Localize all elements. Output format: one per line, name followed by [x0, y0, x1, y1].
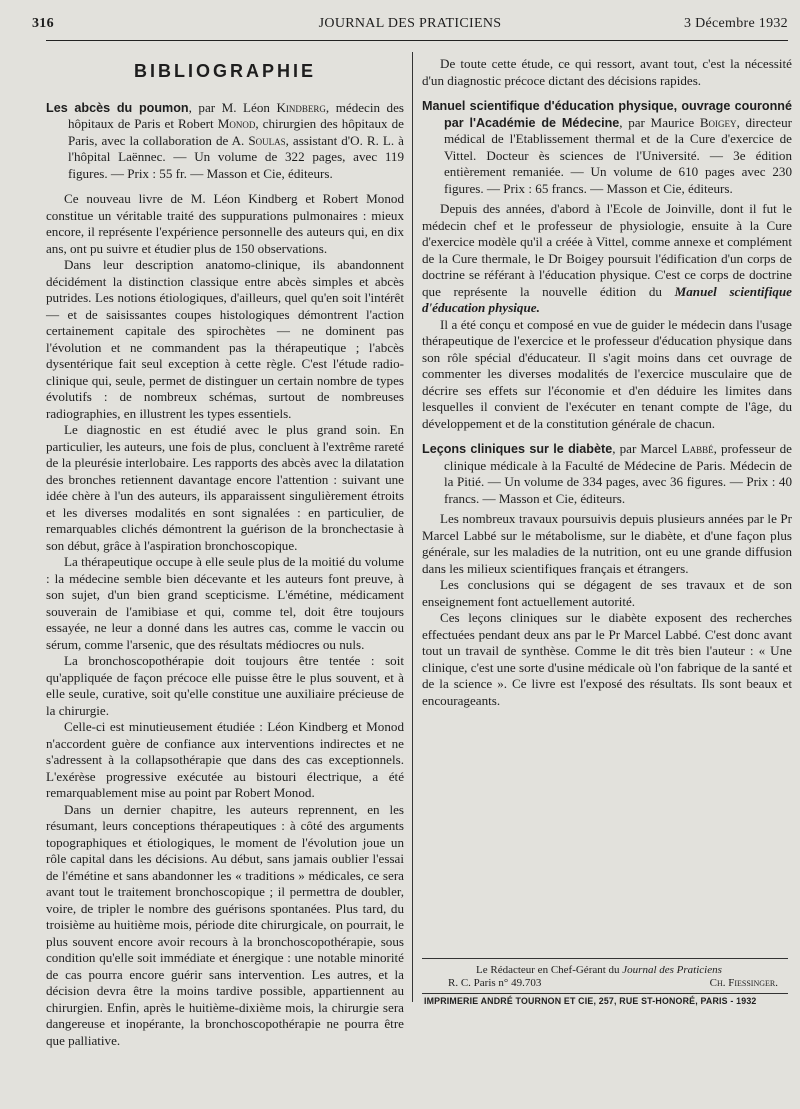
section-title: BIBLIOGRAPHIE — [133, 61, 316, 81]
registration-line — [448, 977, 778, 990]
footer-divider-bottom — [422, 993, 788, 994]
book-title-italic: Manuel scientifique d'éducation physique. — [422, 283, 792, 315]
review-paragraph: Le diagnostic en est étudié avec le plus grand soin. En particulier, les auteurs, une fois de plus, concluent à l'extrême rareté de la pleurésie interlobaire. Les rapports des abcès avec la dilatation des bronches retiennent davantage encore l'attention : suivant une idée chère à l'un des auteurs, ils apparaissent singulièrement étroits et les diverses modalités en sont signalées : en particulier, de remarquables clichés démontrent la guérison de la bronchectasie à son début, grâce à l'aspiration bronchoscopique. — [46, 422, 404, 553]
review-paragraph: La bronchoscopothérapie doit toujours être tentée : soit qu'appliquée de façon précoce elle puisse être le plus souvent, et à elle seule, curative, soit qu'elle constitue une auxiliaire précieuse de la chirurgie. — [46, 653, 404, 718]
review-paragraph: De toute cette étude, ce qui ressort, avant tout, c'est la nécessité d'un diagnostic précoce dictant des décisions rapides. — [422, 56, 792, 88]
review-title: Manuel scientifique d'éducation physique, ouvrage couronné par l'Académie de Médecine — [422, 99, 792, 130]
editor-line: Le Rédacteur en Chef-Gérant du Journal des Praticiens — [476, 964, 722, 976]
page-header — [32, 16, 788, 38]
page-number: 316 — [32, 16, 54, 31]
review-citation-diabete: Leçons cliniques sur le diabète, par Marcel Labbé, professeur de clinique médicale à la Faculté de Médecine de Paris. Médecin de la Pitié. — Un volume de 334 pages, avec 36 figures. — Prix : 40 francs. — Masson et Cie, éditeurs. — [422, 441, 792, 506]
review-paragraph: Il a été conçu et composé en vue de guider le médecin dans l'usage thérapeutique de l'exercice et le professeur d'éducation physique dans son rôle spécial d'éducateur. Il s'agit moins dans cet ouvrage de commenter les diverses modalités de l'exercice musculaire que de décrire ses effets sur l'économie et d'en déduire les limites dans lesquelles il convient de l'exécuter en tenant compte de l'âge, du développement et de la constitution générale de chacun. — [422, 316, 792, 431]
review-citation-manuel: Manuel scientifique d'éducation physique, ouvrage couronné par l'Académie de Médecine, par Maurice Boigey, directeur médical de l'Etablissement thermal et de la Cure d'exercice de Vittel. Docteur ès sciences de l'Université. — 3e édition entièrement remaniée. — Un volume de 610 pages avec 230 figures. — Prix : 65 francs. — Masson et Cie, éditeurs. — [422, 99, 793, 196]
issue-date: 3 Décembre 1932 — [683, 16, 788, 31]
review-paragraph: La thérapeutique occupe à elle seule plus de la moitié du volume : la médecine semble bien décevante et les auteurs font preuve, à son sujet, d'un bien grand scepticisme. L'émétine, médicament souverain de l'amibiase et qui, comme tel, doit être toujours essayée, ne leur a donné dans les autres cas, comme le vaccin ou sérum, comme l'arsenic, que des résultats médiocres ou nuls. — [46, 554, 404, 652]
review-paragraph: Celle-ci est minutieusement étudiée : Léon Kindberg et Monod n'accordent guère de confiance aux interventions indirectes et ne s'adressent à la collapsothérapie que dans des cas exceptionnels. L'exérèse progressive exécutée au bistouri électrique, a été remarquablement mise au point par Robert Monod. — [46, 719, 404, 800]
journal-name: Journal des Praticiens — [622, 964, 722, 976]
review-title: Les abcès du poumon — [46, 100, 189, 115]
review-paragraph: Ce nouveau livre de M. Léon Kindberg et Robert Monod constitue un véritable traité des suppurations pulmonaires : mieux encore, il représente l'expérience personnelle des auteurs qui, en dix ans, ont pu suivre et étudier plus de 150 observations. — [46, 191, 404, 256]
journal-title: JOURNAL DES PRATICIENS — [318, 16, 502, 31]
editor-signature: Ch. Fiessinger. — [709, 977, 778, 989]
review-paragraph: Les conclusions qui se dégagent de ses travaux et de son enseignement font actuellement autorité. — [422, 577, 792, 609]
review-paragraph: Dans un dernier chapitre, les auteurs reprennent, en les résumant, leurs conceptions thérapeutiques : à côté des arguments topographiques et étiologiques, le moment de l'évolution joue un rôle capital dans les décisions. Au début, sans jamais oublier l'essai de l'émétine et sans abandonner les « traditions » médicales, ce sera avant tout le traitement bronchoscopique ; il permettra de doubler, voire, de tripler le nombre des guérisons spontanées. Plus tard, du troisième au huitième mois, période dite chirurgicale, on pourrait, le plus souvent encore avoir recours à la bronchoscopothérapie, sous condition qu'elle soit immédiate et énergique : une notable minorité de cas pourra encore guérir sans intervention. Les autres, et la décision devra être la moins tardive possible, appartiennent au chirurgien. Enfin, après le huitième-dixième mois, la chirurgie sera dangereuse et inopérante, la bronchoscopothérapie ne pourra être que palliative. — [46, 801, 404, 1048]
column-divider — [412, 52, 413, 1002]
printer-imprint: IMPRIMERIE ANDRÉ TOURNON ET CIE, 257, RUE ST-HONORÉ, PARIS - 1932 — [424, 996, 757, 1006]
footer-divider-top — [422, 958, 788, 959]
review-paragraph: Dans leur description anatomo-clinique, ils abandonnent décidément la distinction classique entre abcès simples et abcès putrides. Les notions étiologiques, d'ailleurs, quel qu'en soit l'intérêt — et de saisissantes coupes histologiques démontrent l'action certainement capitale des spirochètes — ne dominent pas l'évolution et ne commandent pas la thérapeutique ; l'abcès dysentérique fait seul exception à cette règle. C'est l'étude radio-clinique qui, seule, permet de distinguer un certain nombre de types évolutifs : de nombreux schémas, surtout de nombreuses radiographies, en illustrent les types essentiels. — [46, 257, 404, 421]
review-paragraph: Les nombreux travaux poursuivis depuis plusieurs années par le Pr Marcel Labbé sur le métabolisme, sur le diabète, et d'une façon plus générale, sur les maladies de la nutrition, ont eu une grande diffusion dans les milieux scientifiques français et étrangers. — [422, 511, 792, 576]
right-column — [422, 56, 792, 709]
review-paragraph: Depuis des années, d'abord à l'Ecole de Joinville, dont il fut le médecin chef et le professeur de physiologie, ensuite à la Cure d'exercice modèle qu'il a créée à Vittel, comme annexe et complément de la Cure thermale, le Dr Boigey poursuit l'édification d'un corps de doctrine se référant à l'éducation physique. C'est ce corps de doctrine que représente la nouvelle édition du Manuel scientifique d'éducation physique. — [422, 201, 792, 315]
review-paragraph: Ces leçons cliniques sur le diabète exposent des recherches effectuées pendant deux ans par le Pr Marcel Labbé. C'est donc avant tout un travail de synthèse. Comme le dit très bien l'auteur : « Une clinique, c'est une sorte d'usine médicale où l'on fabrique de la santé et de la science ». Ce livre est l'exposé des résultats. Ils sont beaux et encourageants. — [422, 610, 792, 708]
left-column — [46, 56, 404, 1049]
review-title: Leçons cliniques sur le diabète — [422, 442, 613, 456]
review-citation-abces: Les abcès du poumon, par M. Léon Kindberg, médecin des hôpitaux de Paris et Robert Monod, chirurgien des hôpitaux de Paris, avec la collaboration de A. Soulas, assistant d'O. R. L. à l'hôpital Laënnec. — Un volume de 322 pages, avec 119 figures. — Prix : 55 fr. — Masson et Cie, éditeurs. — [46, 99, 404, 181]
rc-number: R. C. Paris n° 49.703 — [448, 977, 542, 989]
header-divider — [46, 40, 788, 41]
